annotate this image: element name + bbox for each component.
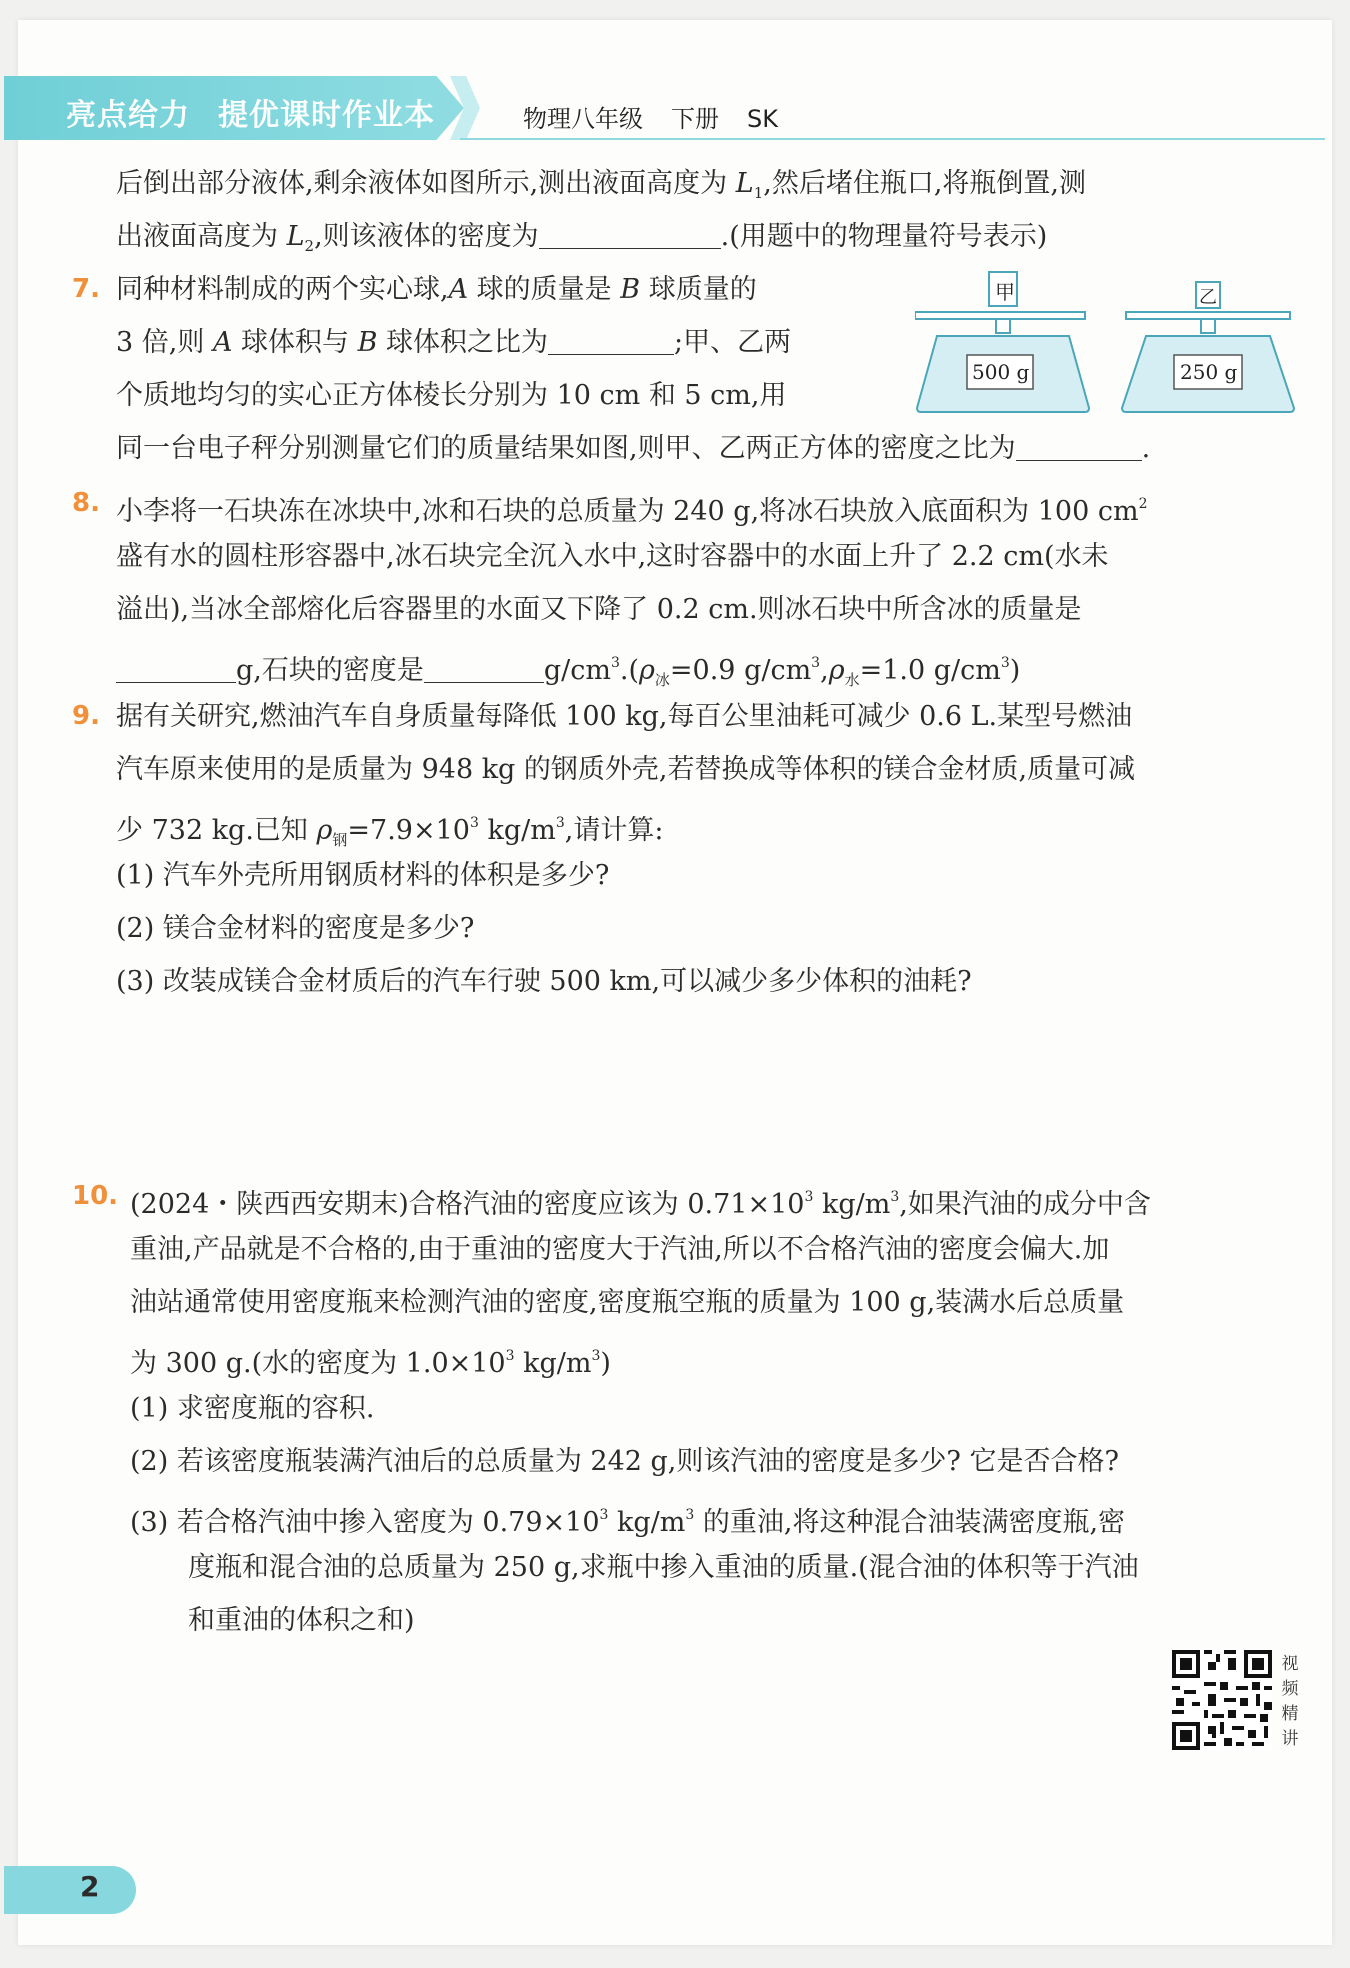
q7-line-3: 个质地均匀的实心正方体棱长分别为 10 cm 和 5 cm,用 <box>116 380 787 411</box>
scale-jia-label: 甲 <box>995 280 1015 304</box>
q8-line-3: 溢出),当冰全部熔化后容器里的水面又下降了 0.2 cm.则冰石块中所含冰的质量是 <box>116 594 1082 625</box>
qr-caption: 视频精讲 <box>1281 1654 1299 1749</box>
q10-line-2: 重油,产品就是不合格的,由于重油的密度大于汽油,所以不合格汽油的密度会偏大.加 <box>130 1234 1110 1265</box>
q10-sub-3-line-3: 和重油的体积之和) <box>188 1605 415 1636</box>
brand-title <box>66 90 435 134</box>
q8-ice-mass-blank[interactable] <box>116 652 236 683</box>
q9-sub-1: (1) 汽车外壳所用钢质材料的体积是多少? <box>116 860 610 891</box>
q10-sub-2: (2) 若该密度瓶装满汽油后的总质量为 242 g,则该汽油的密度是多少? 它是否合格? <box>130 1446 1119 1477</box>
scale-yi <box>1120 268 1300 418</box>
q7-volume-ratio-blank[interactable] <box>548 324 674 355</box>
q9-line-2: 汽车原来使用的是质量为 948 kg 的钢质外壳,若替换成等体积的镁合金材质,质量可减 <box>116 754 1136 785</box>
q7-number: 7. <box>72 274 100 304</box>
q6-line-2: 出液面高度为 $L_2$,则该液体的密度为 .(用题中的物理量符号表示) <box>116 210 1047 273</box>
q10-line-1: (2024・陕西西安期末)合格汽油的密度应该为 $0.71\times 10^3$ $kg/m^3$,如果汽油的成分中含 <box>130 1189 1151 1220</box>
scale-jia-reading: 500 g <box>972 360 1030 384</box>
q7-density-ratio-blank[interactable] <box>1016 430 1142 461</box>
q9-line-3: 少 732 kg.已知 $\rho_钢=7.9\times 10^3$ $kg/m^3$,请计算: <box>116 815 664 849</box>
q9-sub-3: (3) 改装成镁合金材质后的汽车行驶 500 km,可以减少多少体积的油耗? <box>116 966 972 997</box>
scale-yi-label: 乙 <box>1199 287 1217 308</box>
q8-line-2: 盛有水的圆柱形容器中,冰石块完全沉入水中,这时容器中的水面上升了 2.2 cm(水未 <box>116 541 1109 572</box>
brand-subtitle: 提优课时作业本 <box>218 98 435 133</box>
page-number-tab <box>4 1866 136 1914</box>
q6-line-1: 后倒出部分液体,剩余液体如图所示,测出液面高度为 $L_1$,然后堵住瓶口,将瓶倒置,测 <box>116 168 1086 202</box>
page-number: 2 <box>80 1870 100 1903</box>
q10-sub-1: (1) 求密度瓶的容积. <box>130 1393 375 1424</box>
q10-sub-3-line-2: 度瓶和混合油的总质量为 250 g,求瓶中掺入重油的质量.(混合油的体积等于汽油 <box>188 1552 1139 1583</box>
q6-answer-blank[interactable] <box>539 218 721 249</box>
q7-line-1: 同种材料制成的两个实心球,A 球的质量是 B 球质量的 <box>116 274 757 305</box>
scale-yi-reading: 250 g <box>1180 360 1238 384</box>
q10-sub-3: (3) 若合格汽油中掺入密度为 $0.79\times 10^3$ $kg/m^3$ 的重油,将这种混合油装满密度瓶,密 <box>130 1507 1126 1538</box>
q8-number: 8. <box>72 488 100 518</box>
brand-name: 亮点给力 <box>66 98 190 133</box>
q10-line-4: 为 300 g.(水的密度为 $1.0\times 10^3$ $kg/m^3$) <box>130 1348 611 1379</box>
q9-sub-2: (2) 镁合金材料的密度是多少? <box>116 913 475 944</box>
q8-line-1: 小李将一石块冻在冰块中,冰和石块的总质量为 240 g,将冰石块放入底面积为 100 $cm^2$ <box>116 496 1148 527</box>
q9-number: 9. <box>72 701 100 731</box>
q7-line-2: 3 倍,则 A 球体积与 B 球体积之比为 ;甲、乙两 <box>116 316 791 370</box>
book-subject: 物理八年级 <box>523 105 643 133</box>
q7-line-4: 同一台电子秤分别测量它们的质量结果如图,则甲、乙两正方体的密度之比为 . <box>116 422 1150 476</box>
book-volume: 下册 <box>671 105 719 133</box>
q10-line-3: 油站通常使用密度瓶来检测汽油的密度,密度瓶空瓶的质量为 100 g,装满水后总质量 <box>130 1287 1125 1318</box>
q8-line-4: g,石块的密度是 $g/cm^3.(\rho_冰=0.9$ $g/cm^3,\rho_水=1.0$ $g/cm^3$) <box>116 636 1020 707</box>
q10-number: 10. <box>72 1181 119 1211</box>
book-edition: SK <box>747 105 778 133</box>
q8-stone-density-blank[interactable] <box>424 652 544 683</box>
header-rule <box>460 138 1325 140</box>
book-info <box>523 99 806 134</box>
q9-line-1: 据有关研究,燃油汽车自身质量每降低 100 kg,每百公里油耗可减少 0.6 L.某型号燃油 <box>116 701 1133 732</box>
qr-code-icon[interactable] <box>1172 1650 1272 1750</box>
